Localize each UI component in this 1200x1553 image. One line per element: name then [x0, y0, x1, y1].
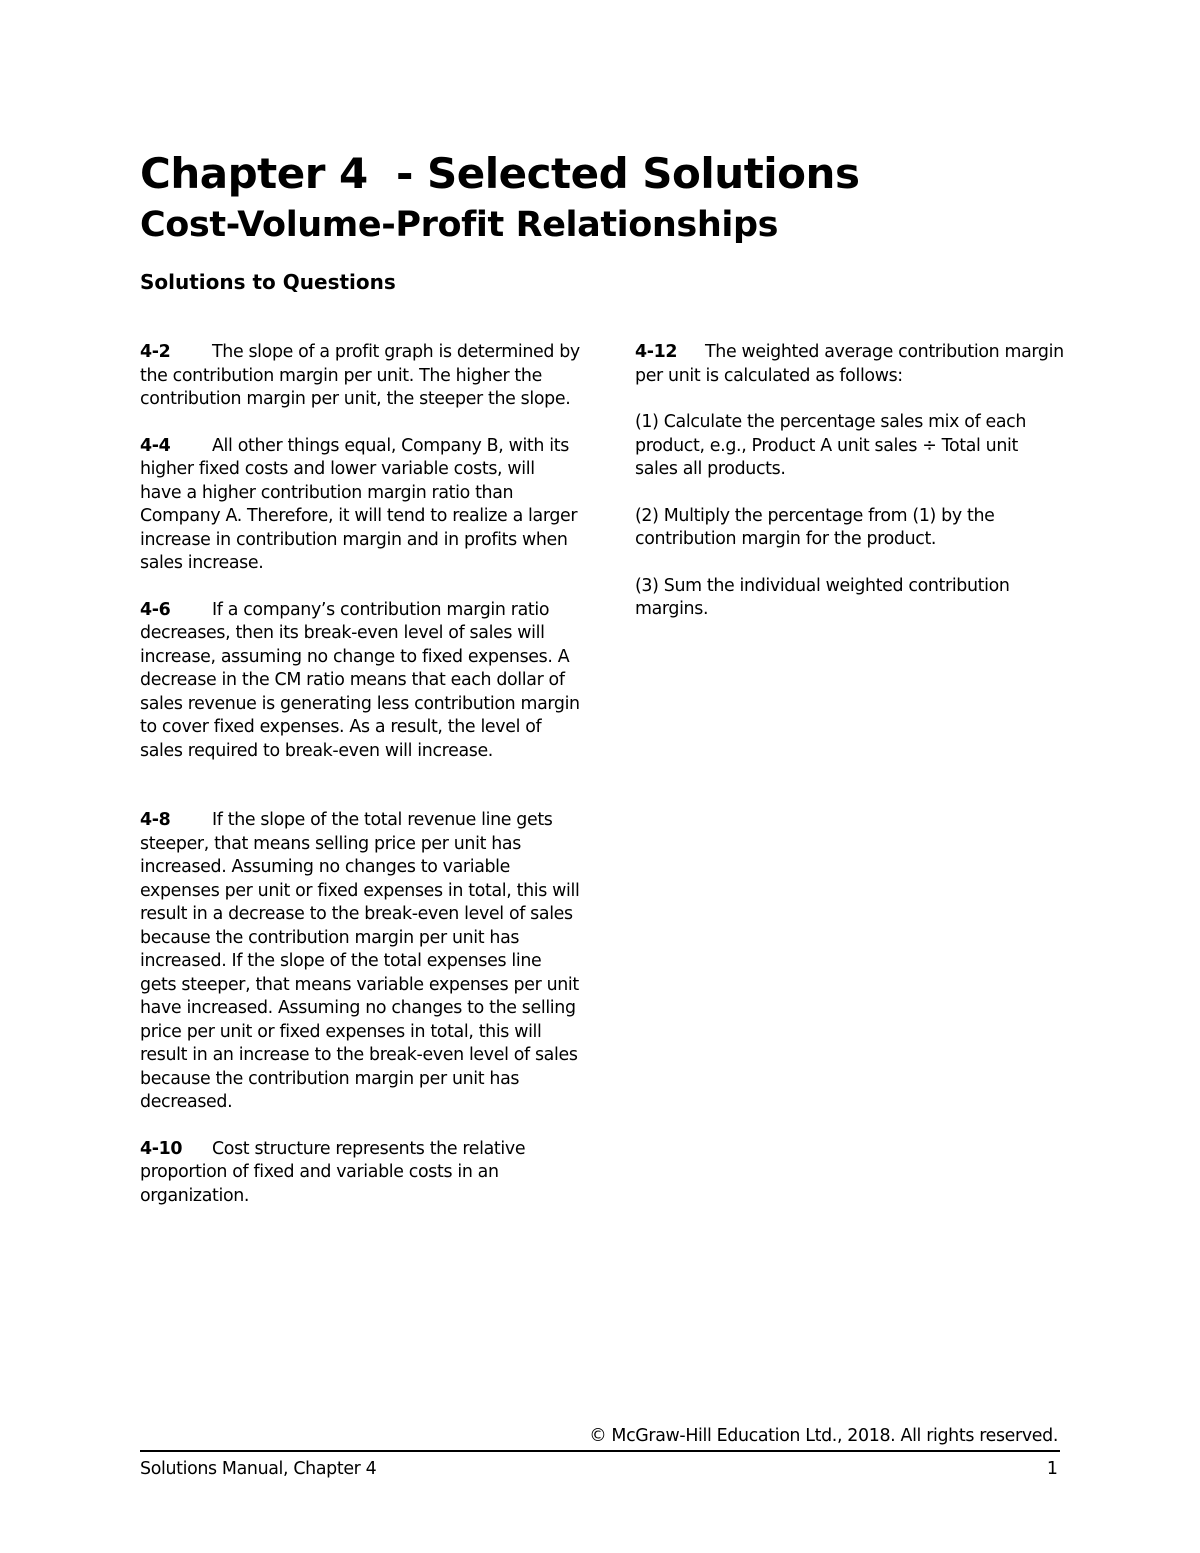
question-number: 4-4: [140, 435, 171, 456]
right-column: [635, 341, 1065, 622]
answer-4-8: [140, 809, 580, 1115]
chapter-subtitle: Cost-Volume-Profit Relationships: [140, 205, 779, 245]
answer-text: The weighted average contribution margin per unit is calculated as follows:: [635, 342, 1064, 386]
answer-step-2: (2) Multiply the percentage from (1) by the contribution margin for the product.: [635, 505, 995, 549]
answer-4-12: [635, 341, 1065, 388]
answer-text: Cost structure represents the relative proportion of fixed and variable costs in an organization.: [140, 1138, 526, 1206]
answer-4-6: [140, 599, 580, 764]
answer-text: The slope of a profit graph is determined by the contribution margin per unit. The higher the contribution margin per unit, the steeper the slope.: [140, 342, 580, 409]
left-column: [140, 341, 580, 1208]
question-number: 4-6: [140, 599, 171, 620]
page-number: 1: [1046, 1459, 1058, 1479]
answer-text: If the slope of the total revenue line gets steeper, that means selling price per unit has increased. Assuming no changes to variable expenses per unit or fixed expenses in total, this will result in a decrease to the break-even level of sales because the contribution margin per unit has increased. If the slope of the total expenses line gets steeper, that means variable expenses per unit have increased. Assuming no changes to the selling price per unit or fixed expenses in total, this will result in an increase to the break-even level of sales because the contribution margin per unit has decreased.: [140, 810, 580, 1112]
answer-step-3: (3) Sum the individual weighted contribution margins.: [635, 575, 1010, 619]
footer-divider: [140, 1450, 1060, 1452]
question-number: 4-10: [140, 1138, 183, 1159]
question-number: 4-12: [635, 342, 678, 362]
copyright-notice: © McGraw-Hill Education Ltd., 2018. All rights reserved.: [589, 1426, 1058, 1446]
answer-text: All other things equal, Company B, with its higher fixed costs and lower variable costs, will have a higher contribution margin ratio than Company A. Therefore, it will tend to realize a larger increase in contribution margin and in profits when sales increase.: [140, 435, 578, 573]
answer-4-2: [140, 341, 580, 412]
footer-manual-label: Solutions Manual, Chapter 4: [140, 1459, 377, 1479]
question-number: 4-8: [140, 810, 171, 830]
answer-step-1: (1) Calculate the percentage sales mix of each product, e.g., Product A unit sales ÷ Total unit sales all products.: [635, 412, 1027, 479]
section-heading: Solutions to Questions: [140, 270, 396, 294]
answer-4-10: [140, 1138, 580, 1209]
question-number: 4-2: [140, 342, 171, 362]
answer-4-4: [140, 435, 580, 576]
chapter-title: Chapter 4 - Selected Solutions: [140, 149, 860, 198]
answer-text: If a company’s contribution margin ratio decreases, then its break-even level of sales will increase, assuming no change to fixed expenses. A decrease in the CM ratio means that each dollar of sales revenue is generating less contribution margin to cover fixed expenses. As a result, the level of sales required to break-even will increase.: [140, 599, 580, 761]
